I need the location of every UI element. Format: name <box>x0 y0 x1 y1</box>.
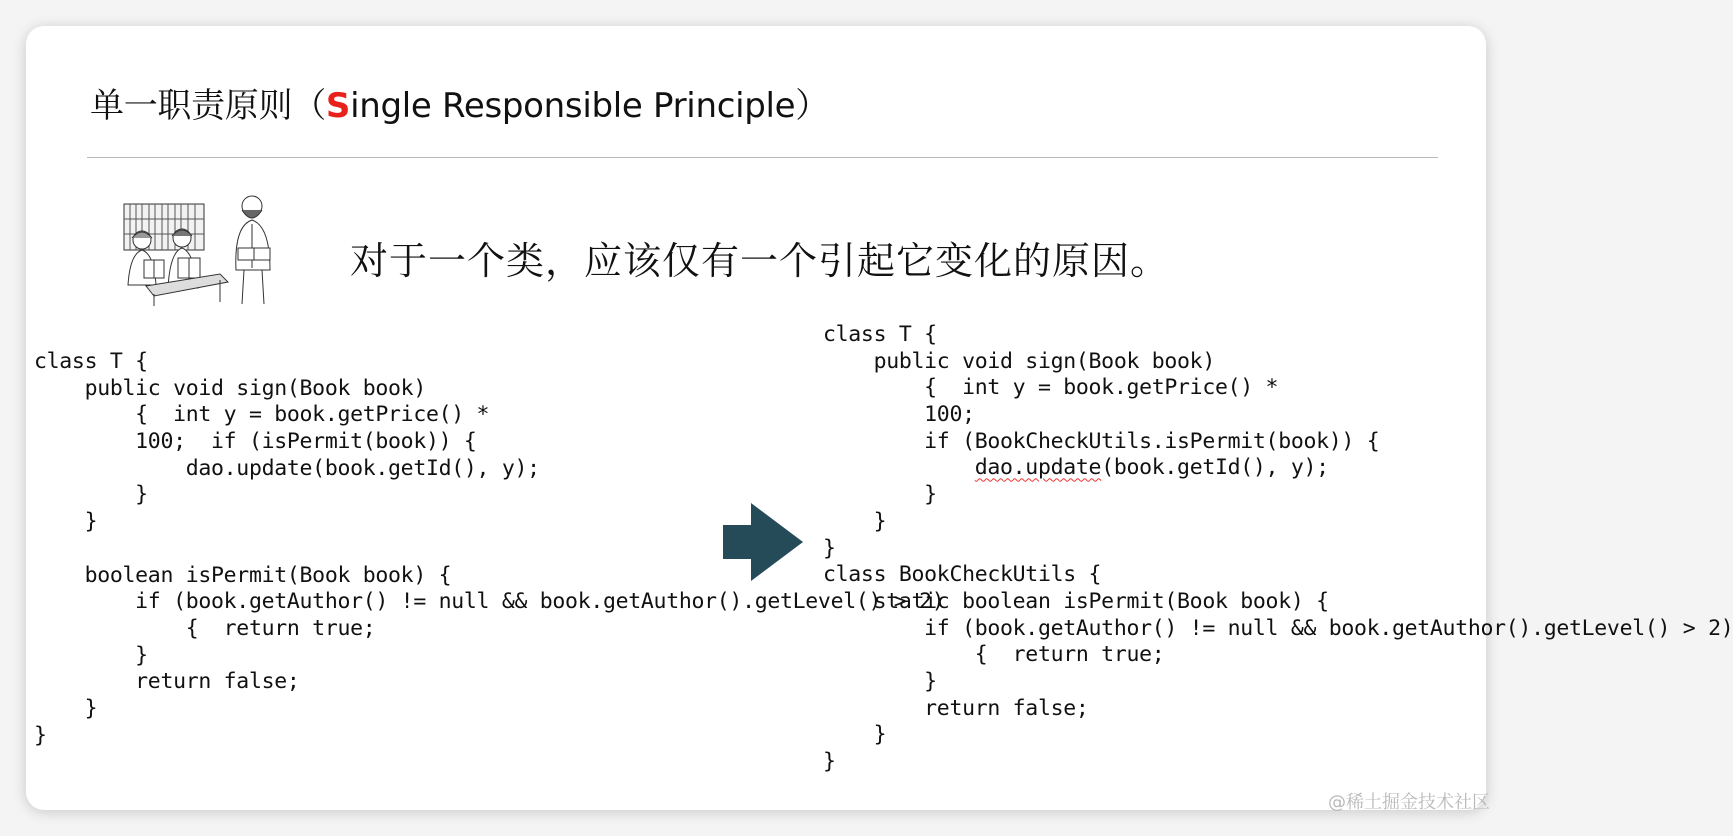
code-line: if (book.getAuthor() != null && book.getAuthor().getLevel() > 2) <box>823 615 1733 641</box>
code-line: } <box>823 508 887 534</box>
code-line: } <box>34 642 148 668</box>
code-line <box>34 536 944 563</box>
code-line <box>823 455 1733 482</box>
code-line: if (book.getAuthor() != null && book.getAuthor().getLevel() > 2) <box>34 589 945 615</box>
code-line: } <box>823 668 937 694</box>
code-line: } <box>823 722 887 748</box>
code-rest: (book.getId(), y); <box>1101 455 1329 481</box>
right-arrow-icon <box>723 503 803 581</box>
code-line: { return true; <box>34 615 376 641</box>
code-line: 100; <box>823 402 975 428</box>
code-line: { int y = book.getPrice() * <box>823 375 1279 401</box>
title-accent-letter: S <box>325 86 351 126</box>
title-prefix: 单一职责原则（ <box>90 86 326 126</box>
code-line: } <box>34 722 47 748</box>
code-line: } <box>823 749 836 774</box>
slide-title <box>90 78 829 127</box>
readers-illustration-icon <box>110 190 290 308</box>
title-rest: ingle Responsible Principle） <box>350 86 829 126</box>
code-line: public void sign(Book book) <box>823 348 1215 374</box>
code-line: } <box>34 509 98 535</box>
code-line: class T { <box>823 322 937 347</box>
code-line: if (BookCheckUtils.isPermit(book)) { <box>823 428 1380 454</box>
code-line: } <box>823 482 937 508</box>
spellcheck-word: dao.update <box>974 455 1102 481</box>
code-after <box>823 322 1733 776</box>
code-line: } <box>34 695 98 721</box>
title-divider <box>87 157 1438 158</box>
principle-statement: 对于一个类，应该仅有一个引起它变化的原因。 <box>350 239 1170 283</box>
code-line: class BookCheckUtils { <box>823 562 1102 588</box>
code-line: dao.update(book.getId(), y); <box>34 455 540 481</box>
code-line: 100; if (isPermit(book)) { <box>34 429 477 455</box>
watermark: @稀土掘金技术社区 <box>1328 792 1490 813</box>
code-line: public void sign(Book book) <box>34 375 426 401</box>
code-line: { int y = book.getPrice() * <box>34 402 490 428</box>
code-line: return false; <box>823 695 1089 721</box>
code-line: return false; <box>34 669 300 695</box>
code-line: { return true; <box>823 642 1165 668</box>
code-line: static boolean isPermit(Book book) { <box>823 588 1329 614</box>
code-line: class T { <box>34 349 148 374</box>
code-line: } <box>823 535 836 561</box>
code-line: boolean isPermit(Book book) { <box>34 562 452 588</box>
code-before <box>34 349 944 749</box>
code-line: } <box>34 482 148 508</box>
code-indent <box>823 455 975 480</box>
